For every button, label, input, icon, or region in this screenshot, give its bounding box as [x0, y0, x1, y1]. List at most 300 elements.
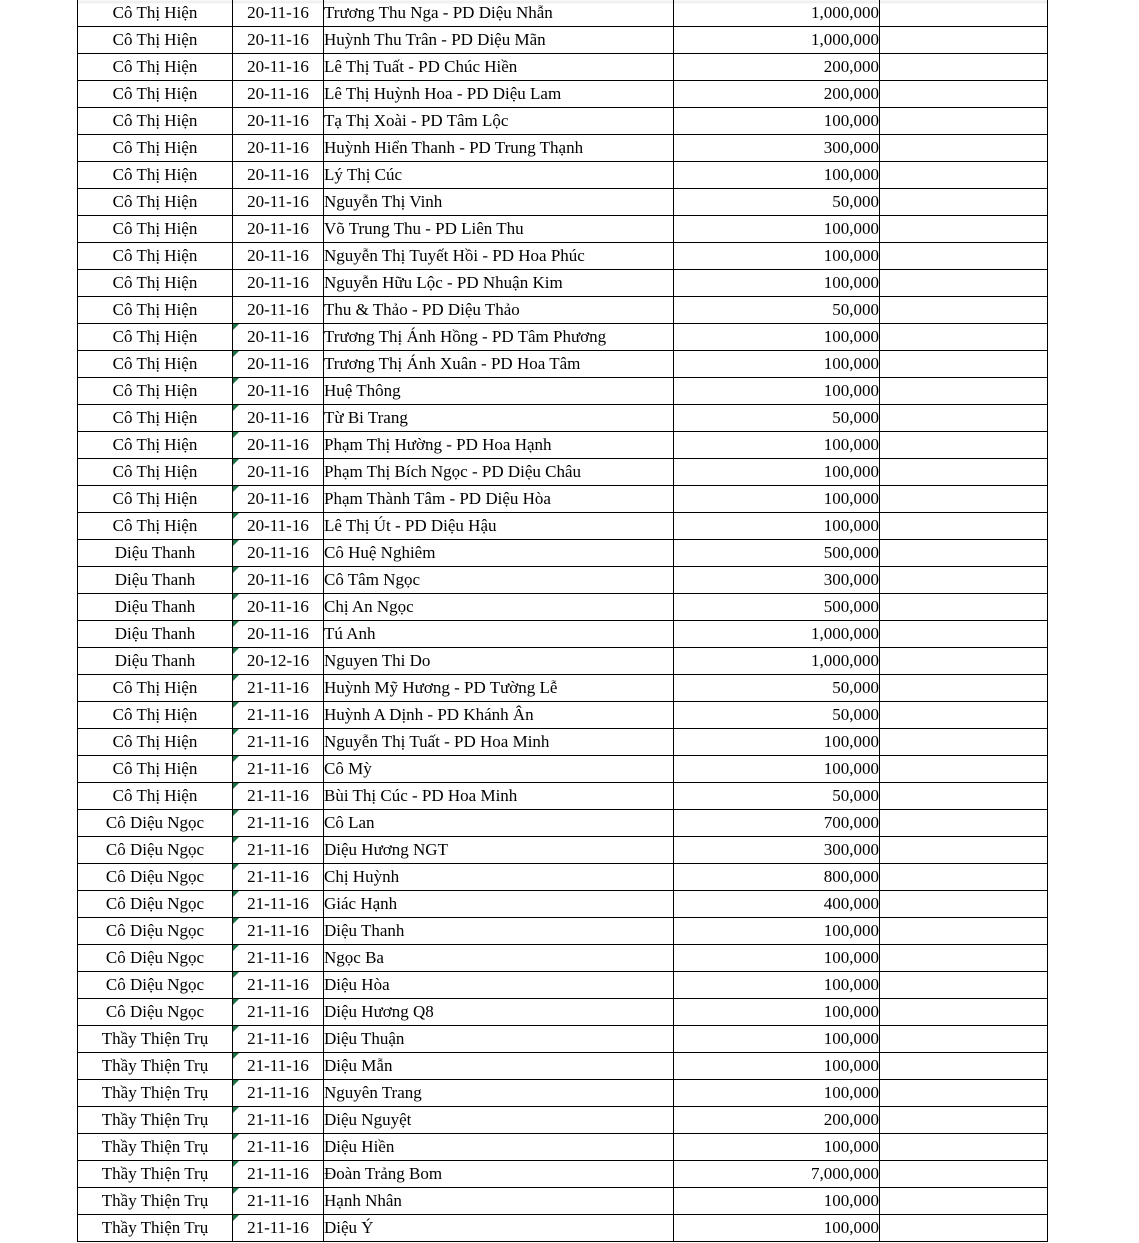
cell-donor[interactable]: Diệu Ý — [324, 1215, 674, 1242]
table-row — [78, 999, 1048, 1026]
table-row — [78, 297, 1048, 324]
cell-collector[interactable]: Cô Thị Hiện — [78, 108, 233, 135]
cell-collector[interactable]: Cô Diệu Ngọc — [78, 810, 233, 837]
cell-donor[interactable]: Huệ Thông — [324, 378, 674, 405]
cell-date[interactable] — [233, 540, 324, 567]
date-text: 20-11-16 — [247, 165, 309, 184]
date-text: 20-11-16 — [247, 273, 309, 292]
comment-flag-icon — [233, 675, 239, 681]
cell-note[interactable] — [880, 594, 1048, 621]
cell-date[interactable] — [233, 108, 324, 135]
cell-collector[interactable]: Thầy Thiện Trụ — [78, 1107, 233, 1134]
cell-amount[interactable]: 50,000 — [674, 297, 880, 324]
cell-date[interactable] — [233, 243, 324, 270]
cell-collector[interactable]: Cô Thị Hiện — [78, 216, 233, 243]
cell-amount[interactable]: 1,000,000 — [674, 621, 880, 648]
cell-note[interactable] — [880, 459, 1048, 486]
cell-note[interactable] — [880, 1026, 1048, 1053]
cell-note[interactable] — [880, 729, 1048, 756]
cell-amount[interactable]: 100,000 — [674, 513, 880, 540]
cell-donor[interactable]: Phạm Thành Tâm - PD Diệu Hòa — [324, 486, 674, 513]
cell-date[interactable] — [233, 756, 324, 783]
date-text: 21-11-16 — [247, 813, 309, 832]
cell-donor[interactable]: Nguyen Thi Do — [324, 648, 674, 675]
cell-donor[interactable]: Đoàn Trảng Bom — [324, 1161, 674, 1188]
cell-date[interactable] — [233, 702, 324, 729]
cell-note[interactable] — [880, 108, 1048, 135]
cell-note[interactable] — [880, 270, 1048, 297]
cell-date[interactable] — [233, 432, 324, 459]
cell-amount[interactable]: 300,000 — [674, 135, 880, 162]
cell-collector[interactable]: Cô Thị Hiện — [78, 351, 233, 378]
cell-collector[interactable]: Cô Thị Hiện — [78, 243, 233, 270]
cell-note[interactable] — [880, 864, 1048, 891]
cell-date[interactable] — [233, 459, 324, 486]
cell-note[interactable] — [880, 891, 1048, 918]
cell-date[interactable] — [233, 81, 324, 108]
cell-amount[interactable]: 50,000 — [674, 675, 880, 702]
cell-amount[interactable]: 100,000 — [674, 324, 880, 351]
cell-note[interactable] — [880, 1215, 1048, 1242]
table-row — [78, 810, 1048, 837]
cell-donor[interactable]: Nguyễn Thị Tuất - PD Hoa Minh — [324, 729, 674, 756]
cell-note[interactable] — [880, 567, 1048, 594]
cell-donor[interactable]: Diệu Mẫn — [324, 1053, 674, 1080]
cell-collector[interactable]: Cô Thị Hiện — [78, 729, 233, 756]
cell-amount[interactable]: 50,000 — [674, 783, 880, 810]
cell-date[interactable] — [233, 27, 324, 54]
cell-amount[interactable]: 200,000 — [674, 54, 880, 81]
cell-date[interactable] — [233, 1161, 324, 1188]
cell-date[interactable] — [233, 513, 324, 540]
cell-note[interactable] — [880, 54, 1048, 81]
cell-amount[interactable]: 1,000,000 — [674, 0, 880, 27]
cell-donor[interactable]: Trương Thị Ánh Xuân - PD Hoa Tâm — [324, 351, 674, 378]
date-text: 20-11-16 — [247, 327, 309, 346]
date-text: 21-11-16 — [247, 1002, 309, 1021]
cell-note[interactable] — [880, 972, 1048, 999]
comment-flag-icon — [233, 540, 239, 546]
cell-donor[interactable]: Cô Mỳ — [324, 756, 674, 783]
cell-note[interactable] — [880, 1107, 1048, 1134]
cell-amount[interactable]: 300,000 — [674, 567, 880, 594]
cell-amount[interactable]: 100,000 — [674, 729, 880, 756]
cell-date[interactable] — [233, 1080, 324, 1107]
cell-donor[interactable]: Bùi Thị Cúc - PD Hoa Minh — [324, 783, 674, 810]
table-row — [78, 756, 1048, 783]
cell-amount[interactable]: 7,000,000 — [674, 1161, 880, 1188]
comment-flag-icon — [233, 702, 239, 708]
cell-date[interactable] — [233, 945, 324, 972]
cell-date[interactable] — [233, 891, 324, 918]
cell-date[interactable] — [233, 594, 324, 621]
table-row — [78, 648, 1048, 675]
cell-donor[interactable]: Từ Bi Trang — [324, 405, 674, 432]
cell-date[interactable] — [233, 648, 324, 675]
cell-date[interactable] — [233, 810, 324, 837]
comment-flag-icon — [233, 1134, 239, 1140]
cell-note[interactable] — [880, 918, 1048, 945]
cell-donor[interactable]: Diệu Hương NGT — [324, 837, 674, 864]
cell-donor[interactable]: Huỳnh Mỹ Hương - PD Tường Lễ — [324, 675, 674, 702]
cell-amount[interactable]: 100,000 — [674, 162, 880, 189]
cell-date[interactable] — [233, 135, 324, 162]
cell-donor[interactable]: Võ Trung Thu - PD Liên Thu — [324, 216, 674, 243]
cell-note[interactable] — [880, 216, 1048, 243]
cell-amount[interactable]: 100,000 — [674, 432, 880, 459]
date-text: 21-11-16 — [247, 1110, 309, 1129]
cell-donor[interactable]: Cô Huệ Nghiêm — [324, 540, 674, 567]
date-text: 20-11-16 — [247, 489, 309, 508]
cell-note[interactable] — [880, 243, 1048, 270]
cell-date[interactable] — [233, 1134, 324, 1161]
cell-note[interactable] — [880, 324, 1048, 351]
cell-amount[interactable]: 100,000 — [674, 351, 880, 378]
date-text: 21-11-16 — [247, 1164, 309, 1183]
table-row — [78, 189, 1048, 216]
cell-donor[interactable]: Giác Hạnh — [324, 891, 674, 918]
cell-collector[interactable]: Cô Thị Hiện — [78, 675, 233, 702]
cell-collector[interactable]: Cô Thị Hiện — [78, 189, 233, 216]
cell-donor[interactable]: Lê Thị Tuất - PD Chúc Hiền — [324, 54, 674, 81]
date-text: 20-11-16 — [247, 597, 309, 616]
comment-flag-icon — [233, 1107, 239, 1113]
cell-note[interactable] — [880, 999, 1048, 1026]
date-text: 20-11-16 — [247, 192, 309, 211]
date-text: 20-11-16 — [247, 516, 309, 535]
cell-amount[interactable]: 400,000 — [674, 891, 880, 918]
table-row — [78, 324, 1048, 351]
cell-collector[interactable]: Cô Thị Hiện — [78, 702, 233, 729]
cell-donor[interactable]: Nguyên Trang — [324, 1080, 674, 1107]
cell-date[interactable] — [233, 864, 324, 891]
comment-flag-icon — [233, 1053, 239, 1059]
cell-donor[interactable]: Lê Thị Út - PD Diệu Hậu — [324, 513, 674, 540]
cell-amount[interactable]: 300,000 — [674, 837, 880, 864]
cell-note[interactable] — [880, 405, 1048, 432]
date-text: 21-11-16 — [247, 1056, 309, 1075]
cell-amount[interactable]: 100,000 — [674, 243, 880, 270]
cell-amount[interactable]: 100,000 — [674, 999, 880, 1026]
cell-date[interactable] — [233, 918, 324, 945]
cell-amount[interactable]: 1,000,000 — [674, 27, 880, 54]
comment-flag-icon — [233, 594, 239, 600]
cell-amount[interactable]: 100,000 — [674, 270, 880, 297]
cell-note[interactable] — [880, 351, 1048, 378]
table-row — [78, 162, 1048, 189]
cell-collector[interactable]: Diệu Thanh — [78, 567, 233, 594]
cell-donor[interactable]: Trương Thu Nga - PD Diệu Nhẫn — [324, 0, 674, 27]
cell-note[interactable] — [880, 1188, 1048, 1215]
date-text: 20-11-16 — [247, 408, 309, 427]
table-row — [78, 675, 1048, 702]
cell-date[interactable] — [233, 216, 324, 243]
cell-amount[interactable]: 1,000,000 — [674, 648, 880, 675]
comment-flag-icon — [233, 783, 239, 789]
comment-flag-icon — [233, 1215, 239, 1221]
cell-collector[interactable]: Cô Thị Hiện — [78, 0, 233, 27]
cell-note[interactable] — [880, 297, 1048, 324]
cell-note[interactable] — [880, 783, 1048, 810]
cell-donor[interactable]: Lý Thị Cúc — [324, 162, 674, 189]
cell-note[interactable] — [880, 0, 1048, 27]
table-row — [78, 864, 1048, 891]
table-row — [78, 1188, 1048, 1215]
cell-collector[interactable]: Cô Diệu Ngọc — [78, 972, 233, 999]
cell-amount[interactable]: 100,000 — [674, 1080, 880, 1107]
cell-amount[interactable]: 100,000 — [674, 972, 880, 999]
cell-date[interactable] — [233, 297, 324, 324]
comment-flag-icon — [233, 621, 239, 627]
cell-donor[interactable]: Huỳnh A Dịnh - PD Khánh Ân — [324, 702, 674, 729]
cell-note[interactable] — [880, 1134, 1048, 1161]
cell-amount[interactable]: 200,000 — [674, 81, 880, 108]
cell-donor[interactable]: Hạnh Nhân — [324, 1188, 674, 1215]
cell-collector[interactable]: Thầy Thiện Trụ — [78, 1188, 233, 1215]
table-row — [78, 837, 1048, 864]
table-row — [78, 1107, 1048, 1134]
cell-collector[interactable]: Cô Thị Hiện — [78, 270, 233, 297]
date-text: 21-11-16 — [247, 975, 309, 994]
date-text: 20-11-16 — [247, 219, 309, 238]
cell-date[interactable] — [233, 378, 324, 405]
cell-collector[interactable]: Cô Diệu Ngọc — [78, 891, 233, 918]
cell-donor[interactable]: Tú Anh — [324, 621, 674, 648]
cell-note[interactable] — [880, 756, 1048, 783]
cell-amount[interactable]: 100,000 — [674, 1026, 880, 1053]
cell-donor[interactable]: Phạm Thị Hường - PD Hoa Hạnh — [324, 432, 674, 459]
cell-donor[interactable]: Ngọc Ba — [324, 945, 674, 972]
cell-amount[interactable]: 700,000 — [674, 810, 880, 837]
date-text: 20-12-16 — [246, 651, 310, 670]
cell-amount[interactable]: 100,000 — [674, 945, 880, 972]
cell-collector[interactable]: Thầy Thiện Trụ — [78, 1134, 233, 1161]
cell-collector[interactable]: Diệu Thanh — [78, 621, 233, 648]
cell-note[interactable] — [880, 1161, 1048, 1188]
cell-amount[interactable]: 50,000 — [674, 702, 880, 729]
cell-collector[interactable]: Cô Thị Hiện — [78, 513, 233, 540]
cell-collector[interactable]: Cô Diệu Ngọc — [78, 945, 233, 972]
table-row — [78, 351, 1048, 378]
date-text: 20-11-16 — [247, 57, 309, 76]
cell-collector[interactable]: Cô Diệu Ngọc — [78, 918, 233, 945]
cell-note[interactable] — [880, 189, 1048, 216]
cell-collector[interactable]: Diệu Thanh — [78, 540, 233, 567]
cell-note[interactable] — [880, 135, 1048, 162]
cell-note[interactable] — [880, 378, 1048, 405]
cell-collector[interactable]: Cô Thị Hiện — [78, 486, 233, 513]
cell-collector[interactable]: Diệu Thanh — [78, 594, 233, 621]
table-row — [78, 378, 1048, 405]
date-text: 20-11-16 — [247, 543, 309, 562]
cell-donor[interactable]: Diệu Hiền — [324, 1134, 674, 1161]
cell-date[interactable] — [233, 1188, 324, 1215]
table-row — [78, 54, 1048, 81]
comment-flag-icon — [233, 729, 239, 735]
cell-date[interactable] — [233, 675, 324, 702]
cell-collector[interactable]: Cô Thị Hiện — [78, 162, 233, 189]
date-text: 21-11-16 — [247, 921, 309, 940]
cell-date[interactable] — [233, 837, 324, 864]
cell-collector[interactable]: Cô Diệu Ngọc — [78, 864, 233, 891]
cell-note[interactable] — [880, 432, 1048, 459]
cell-collector[interactable]: Cô Diệu Ngọc — [78, 999, 233, 1026]
cell-date[interactable] — [233, 1053, 324, 1080]
comment-flag-icon — [233, 459, 239, 465]
cell-amount[interactable]: 200,000 — [674, 1107, 880, 1134]
cell-date[interactable] — [233, 1026, 324, 1053]
date-text: 21-11-16 — [247, 1137, 309, 1156]
cell-amount[interactable]: 100,000 — [674, 216, 880, 243]
table-row — [78, 702, 1048, 729]
cell-donor[interactable]: Trương Thị Ánh Hồng - PD Tâm Phương — [324, 324, 674, 351]
cell-donor[interactable]: Huỳnh Hiển Thanh - PD Trung Thạnh — [324, 135, 674, 162]
table-row — [78, 540, 1048, 567]
table-row — [78, 216, 1048, 243]
cell-date[interactable] — [233, 405, 324, 432]
cell-note[interactable] — [880, 1080, 1048, 1107]
cell-amount[interactable]: 100,000 — [674, 108, 880, 135]
cell-date[interactable] — [233, 189, 324, 216]
cell-date[interactable] — [233, 783, 324, 810]
comment-flag-icon — [233, 972, 239, 978]
table-row — [78, 972, 1048, 999]
cell-amount[interactable]: 500,000 — [674, 540, 880, 567]
cell-amount[interactable]: 100,000 — [674, 1053, 880, 1080]
cell-date[interactable] — [233, 972, 324, 999]
comment-flag-icon — [233, 1188, 239, 1194]
cell-donor[interactable]: Chị Huỳnh — [324, 864, 674, 891]
cell-donor[interactable]: Diệu Hòa — [324, 972, 674, 999]
cell-note[interactable] — [880, 675, 1048, 702]
cell-date[interactable] — [233, 270, 324, 297]
cell-note[interactable] — [880, 702, 1048, 729]
cell-collector[interactable]: Cô Thị Hiện — [78, 459, 233, 486]
date-text: 21-11-16 — [247, 867, 309, 886]
cell-note[interactable] — [880, 486, 1048, 513]
cell-donor[interactable]: Tạ Thị Xoài - PD Tâm Lộc — [324, 108, 674, 135]
cell-collector[interactable]: Thầy Thiện Trụ — [78, 1161, 233, 1188]
cell-note[interactable] — [880, 162, 1048, 189]
donation-table-body — [78, 0, 1048, 1242]
cell-donor[interactable]: Nguyễn Thị Vinh — [324, 189, 674, 216]
cell-amount[interactable]: 100,000 — [674, 1188, 880, 1215]
cell-note[interactable] — [880, 621, 1048, 648]
cell-collector[interactable]: Cô Thị Hiện — [78, 297, 233, 324]
cell-note[interactable] — [880, 810, 1048, 837]
cell-amount[interactable]: 50,000 — [674, 405, 880, 432]
cell-amount[interactable]: 100,000 — [674, 918, 880, 945]
comment-flag-icon — [233, 810, 239, 816]
table-row — [78, 918, 1048, 945]
cell-collector[interactable]: Thầy Thiện Trụ — [78, 1053, 233, 1080]
cell-donor[interactable]: Phạm Thị Bích Ngọc - PD Diệu Châu — [324, 459, 674, 486]
cell-collector[interactable]: Cô Thị Hiện — [78, 378, 233, 405]
cell-collector[interactable]: Cô Thị Hiện — [78, 81, 233, 108]
cell-amount[interactable]: 100,000 — [674, 1134, 880, 1161]
date-text: 21-11-16 — [247, 840, 309, 859]
table-row — [78, 81, 1048, 108]
cell-donor[interactable]: Diệu Nguyệt — [324, 1107, 674, 1134]
cell-date[interactable] — [233, 54, 324, 81]
cell-collector[interactable]: Cô Thị Hiện — [78, 324, 233, 351]
comment-flag-icon — [233, 648, 239, 654]
cell-collector[interactable]: Cô Thị Hiện — [78, 54, 233, 81]
cell-amount[interactable]: 100,000 — [674, 1215, 880, 1242]
cell-collector[interactable]: Cô Thị Hiện — [78, 432, 233, 459]
cell-date[interactable] — [233, 999, 324, 1026]
cell-note[interactable] — [880, 1053, 1048, 1080]
cell-date[interactable] — [233, 162, 324, 189]
cell-date[interactable] — [233, 0, 324, 27]
cell-collector[interactable]: Cô Thị Hiện — [78, 27, 233, 54]
cell-donor[interactable]: Thu & Thảo - PD Diệu Thảo — [324, 297, 674, 324]
cell-collector[interactable]: Cô Thị Hiện — [78, 756, 233, 783]
cell-date[interactable] — [233, 621, 324, 648]
cell-donor[interactable]: Cô Lan — [324, 810, 674, 837]
cell-collector[interactable]: Thầy Thiện Trụ — [78, 1026, 233, 1053]
cell-donor[interactable]: Cô Tâm Ngọc — [324, 567, 674, 594]
cell-amount[interactable]: 500,000 — [674, 594, 880, 621]
table-row — [78, 1134, 1048, 1161]
cell-amount[interactable]: 100,000 — [674, 459, 880, 486]
cell-note[interactable] — [880, 945, 1048, 972]
cell-donor[interactable]: Chị An Ngọc — [324, 594, 674, 621]
cell-collector[interactable]: Thầy Thiện Trụ — [78, 1215, 233, 1242]
cell-amount[interactable]: 100,000 — [674, 486, 880, 513]
cell-date[interactable] — [233, 324, 324, 351]
cell-note[interactable] — [880, 540, 1048, 567]
date-text: 21-11-16 — [247, 1218, 309, 1237]
cell-date[interactable] — [233, 567, 324, 594]
comment-flag-icon — [233, 837, 239, 843]
cell-date[interactable] — [233, 351, 324, 378]
cell-collector[interactable]: Thầy Thiện Trụ — [78, 1080, 233, 1107]
cell-amount[interactable]: 100,000 — [674, 378, 880, 405]
cell-note[interactable] — [880, 27, 1048, 54]
cell-collector[interactable]: Cô Thị Hiện — [78, 405, 233, 432]
cell-amount[interactable]: 50,000 — [674, 189, 880, 216]
cell-donor[interactable]: Diệu Hương Q8 — [324, 999, 674, 1026]
cell-collector[interactable]: Cô Thị Hiện — [78, 783, 233, 810]
cell-donor[interactable]: Diệu Thanh — [324, 918, 674, 945]
cell-date[interactable] — [233, 486, 324, 513]
cell-donor[interactable]: Diệu Thuận — [324, 1026, 674, 1053]
cell-donor[interactable]: Nguyễn Hữu Lộc - PD Nhuận Kim — [324, 270, 674, 297]
date-text: 20-11-16 — [247, 246, 309, 265]
cell-date[interactable] — [233, 1107, 324, 1134]
cell-donor[interactable]: Lê Thị Huỳnh Hoa - PD Diệu Lam — [324, 81, 674, 108]
table-row — [78, 1161, 1048, 1188]
cell-note[interactable] — [880, 513, 1048, 540]
cell-note[interactable] — [880, 648, 1048, 675]
cell-collector[interactable]: Cô Thị Hiện — [78, 135, 233, 162]
cell-donor[interactable]: Huỳnh Thu Trân - PD Diệu Mãn — [324, 27, 674, 54]
table-row — [78, 1026, 1048, 1053]
cell-date[interactable] — [233, 729, 324, 756]
cell-note[interactable] — [880, 81, 1048, 108]
comment-flag-icon — [233, 405, 239, 411]
cell-collector[interactable]: Diệu Thanh — [78, 648, 233, 675]
cell-collector[interactable]: Cô Diệu Ngọc — [78, 837, 233, 864]
cell-date[interactable] — [233, 1215, 324, 1242]
cell-note[interactable] — [880, 837, 1048, 864]
spreadsheet-viewport — [77, 0, 1048, 1242]
cell-donor[interactable]: Nguyễn Thị Tuyết Hồi - PD Hoa Phúc — [324, 243, 674, 270]
table-row — [78, 1053, 1048, 1080]
cell-amount[interactable]: 100,000 — [674, 756, 880, 783]
cell-amount[interactable]: 800,000 — [674, 864, 880, 891]
